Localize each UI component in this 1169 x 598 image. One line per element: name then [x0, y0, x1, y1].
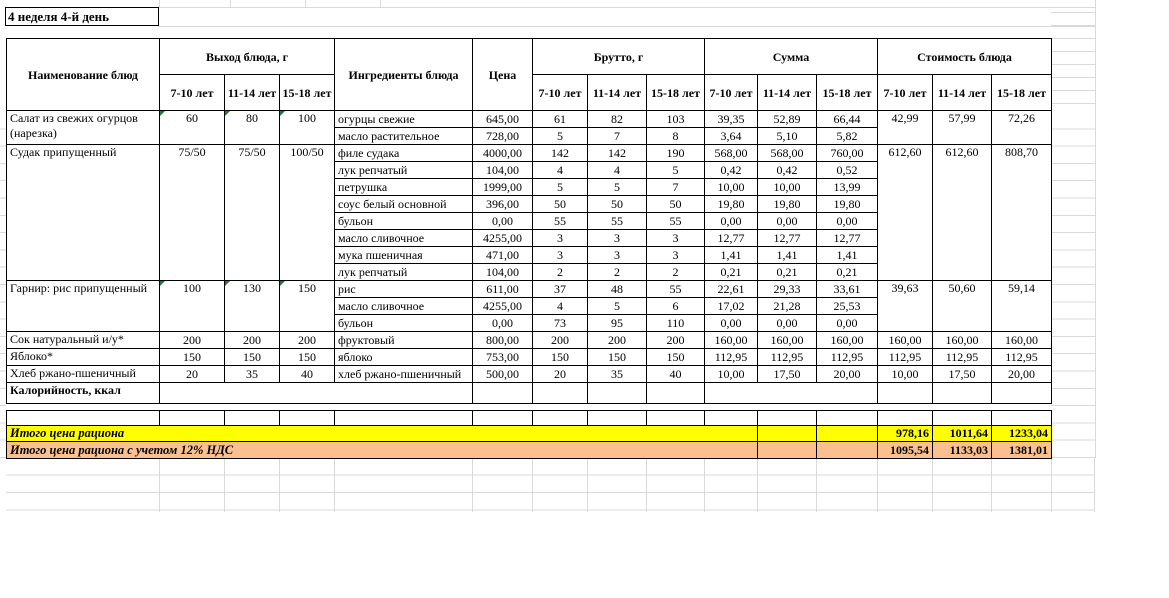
menu-table	[6, 38, 1052, 404]
dish-name-cell[interactable]: Хлеб ржано-пшеничный	[7, 366, 160, 383]
error-indicator-icon	[225, 111, 230, 116]
gridlines-bottom-area	[6, 458, 1095, 512]
total-label-cell[interactable]: Итого цена рациона	[7, 426, 758, 442]
header-gross[interactable]: Брутто, г	[533, 39, 705, 75]
empty-cell[interactable]	[933, 383, 992, 404]
sum-cell[interactable]: 1,41	[817, 247, 878, 264]
output-cell[interactable]	[280, 111, 335, 145]
empty-cell[interactable]	[473, 383, 533, 404]
gross-cell[interactable]: 110	[647, 315, 705, 332]
ingredient-cell[interactable]: мука пшеничная	[335, 247, 473, 264]
error-indicator-icon	[225, 281, 230, 286]
error-indicator-icon	[160, 281, 165, 286]
output-cell[interactable]: 40	[280, 366, 335, 383]
error-indicator-icon	[280, 111, 285, 116]
calories-label-cell[interactable]: Калорийность, ккал	[7, 383, 160, 404]
empty-cell[interactable]	[758, 426, 817, 442]
sum-cell[interactable]: 760,00	[817, 145, 878, 162]
ingredient-row	[7, 281, 1052, 298]
price-cell[interactable]: 471,00	[473, 247, 533, 264]
gross-cell[interactable]: 103	[647, 111, 705, 128]
empty-cell[interactable]	[705, 411, 758, 426]
empty-cell[interactable]	[160, 383, 473, 404]
output-cell[interactable]: 20	[160, 366, 225, 383]
gross-cell[interactable]: 5	[647, 162, 705, 179]
output-cell[interactable]: 35	[225, 366, 280, 383]
sum-cell[interactable]: 0,00	[758, 213, 817, 230]
output-value: 100	[183, 281, 201, 295]
empty-row	[7, 411, 1052, 426]
gross-cell[interactable]: 4	[588, 162, 647, 179]
output-value: 150	[298, 281, 316, 295]
ingredient-cell[interactable]: масло растительное	[335, 128, 473, 145]
ingredient-cell[interactable]: яблоко	[335, 349, 473, 366]
output-cell[interactable]: 200	[280, 332, 335, 349]
sum-cell[interactable]: 12,77	[817, 230, 878, 247]
gross-cell[interactable]: 5	[533, 128, 588, 145]
output-value: 80	[246, 111, 258, 125]
gross-cell[interactable]: 2	[533, 264, 588, 281]
gross-cell[interactable]: 190	[647, 145, 705, 162]
output-cell[interactable]	[160, 281, 225, 332]
cost-cell[interactable]: 57,99	[933, 111, 992, 145]
header-cost-age-3[interactable]: 15-18 лет	[992, 75, 1052, 111]
cost-cell[interactable]: 50,60	[933, 281, 992, 332]
output-value: 60	[186, 111, 198, 125]
gross-cell[interactable]: 55	[647, 213, 705, 230]
price-cell[interactable]: 0,00	[473, 213, 533, 230]
empty-cell[interactable]	[992, 411, 1052, 426]
empty-cell[interactable]	[817, 411, 878, 426]
output-cell[interactable]: 75/50	[160, 145, 225, 281]
header-price[interactable]: Цена	[473, 39, 533, 111]
cost-cell[interactable]: 20,00	[992, 366, 1052, 383]
empty-cell[interactable]	[533, 411, 588, 426]
sum-cell[interactable]: 0,52	[817, 162, 878, 179]
gross-cell[interactable]: 6	[647, 298, 705, 315]
total-row-ration-vat	[7, 442, 1052, 459]
empty-cell[interactable]	[280, 411, 335, 426]
sum-cell[interactable]: 13,99	[817, 179, 878, 196]
sum-cell[interactable]: 568,00	[705, 145, 758, 162]
empty-cell[interactable]	[933, 411, 992, 426]
cost-cell[interactable]: 160,00	[992, 332, 1052, 349]
gross-cell[interactable]: 55	[647, 281, 705, 298]
ingredient-cell[interactable]: лук репчатый	[335, 264, 473, 281]
gross-cell[interactable]: 150	[588, 349, 647, 366]
sum-cell[interactable]: 33,61	[817, 281, 878, 298]
gross-cell[interactable]: 200	[533, 332, 588, 349]
dish-name-cell[interactable]: Салат из свежих огурцов (нарезка)	[7, 111, 160, 145]
price-cell[interactable]: 753,00	[473, 349, 533, 366]
price-cell[interactable]: 104,00	[473, 162, 533, 179]
header-sum[interactable]: Сумма	[705, 39, 878, 75]
price-cell[interactable]: 728,00	[473, 128, 533, 145]
ingredient-cell[interactable]: соус белый основной	[335, 196, 473, 213]
header-output-age-2[interactable]: 11-14 лет	[225, 75, 280, 111]
gross-cell[interactable]: 95	[588, 315, 647, 332]
cost-cell[interactable]: 17,50	[933, 366, 992, 383]
total-value-cell[interactable]: 1011,64	[933, 426, 992, 442]
sum-cell[interactable]: 5,82	[817, 128, 878, 145]
gross-cell[interactable]: 3	[588, 230, 647, 247]
gross-cell[interactable]: 3	[533, 247, 588, 264]
total-label-cell[interactable]: Итого цена рациона с учетом 12% НДС	[7, 442, 758, 459]
sum-cell[interactable]: 112,95	[817, 349, 878, 366]
output-cell[interactable]	[225, 111, 280, 145]
sum-cell[interactable]: 568,00	[758, 145, 817, 162]
cost-cell[interactable]: 112,95	[878, 349, 933, 366]
price-cell[interactable]: 0,00	[473, 315, 533, 332]
header-output-age-1[interactable]: 7-10 лет	[160, 75, 225, 111]
empty-cell[interactable]	[473, 411, 533, 426]
header-sum-age-3[interactable]: 15-18 лет	[817, 75, 878, 111]
sum-cell[interactable]: 12,77	[705, 230, 758, 247]
sheet-title-cell[interactable]: 4 неделя 4-й день	[5, 7, 159, 26]
gross-cell[interactable]: 3	[647, 247, 705, 264]
dish-name-cell[interactable]: Яблоко*	[7, 349, 160, 366]
gross-cell[interactable]: 50	[647, 196, 705, 213]
header-row-1	[7, 39, 1052, 75]
gross-cell[interactable]: 150	[647, 349, 705, 366]
total-value-cell[interactable]: 1133,03	[933, 442, 992, 459]
cost-cell[interactable]: 39,63	[878, 281, 933, 332]
empty-cell[interactable]	[225, 411, 280, 426]
header-gross-age-1[interactable]: 7-10 лет	[533, 75, 588, 111]
gross-cell[interactable]: 20	[533, 366, 588, 383]
sum-cell[interactable]: 22,61	[705, 281, 758, 298]
sum-cell[interactable]: 0,00	[705, 315, 758, 332]
sum-cell[interactable]: 10,00	[705, 366, 758, 383]
total-value-cell[interactable]: 1095,54	[878, 442, 933, 459]
header-gross-age-2[interactable]: 11-14 лет	[588, 75, 647, 111]
sum-cell[interactable]: 19,80	[817, 196, 878, 213]
sum-cell[interactable]: 21,28	[758, 298, 817, 315]
gross-cell[interactable]: 3	[533, 230, 588, 247]
gridlines-right-margin-top	[1051, 0, 1096, 112]
output-cell[interactable]	[160, 111, 225, 145]
sum-cell[interactable]: 112,95	[705, 349, 758, 366]
price-cell[interactable]: 4255,00	[473, 298, 533, 315]
gross-cell[interactable]: 55	[588, 213, 647, 230]
ingredient-cell[interactable]: масло сливочное	[335, 230, 473, 247]
totals-table	[6, 410, 1052, 459]
header-output-age-3[interactable]: 15-18 лет	[280, 75, 335, 111]
price-cell[interactable]: 4255,00	[473, 230, 533, 247]
empty-cell[interactable]	[878, 411, 933, 426]
output-cell[interactable]: 200	[160, 332, 225, 349]
header-ingredients[interactable]: Ингредиенты блюда	[335, 39, 473, 111]
empty-cell[interactable]	[647, 383, 705, 404]
sum-cell[interactable]: 39,35	[705, 111, 758, 128]
sum-cell[interactable]: 10,00	[705, 179, 758, 196]
ingredient-cell[interactable]: масло сливочное	[335, 298, 473, 315]
gross-cell[interactable]: 61	[533, 111, 588, 128]
ingredient-cell[interactable]: филе судака	[335, 145, 473, 162]
output-cell[interactable]	[280, 281, 335, 332]
dish-name-cell[interactable]: Гарнир: рис припущенный	[7, 281, 160, 332]
gridline-row2	[158, 26, 1095, 27]
output-cell[interactable]: 100/50	[280, 145, 335, 281]
price-cell[interactable]: 500,00	[473, 366, 533, 383]
sum-cell[interactable]: 0,00	[758, 315, 817, 332]
cost-cell[interactable]: 72,26	[992, 111, 1052, 145]
empty-cell[interactable]	[335, 411, 473, 426]
sum-cell[interactable]: 17,50	[758, 366, 817, 383]
ingredient-cell[interactable]: бульон	[335, 213, 473, 230]
sum-cell[interactable]: 3,64	[705, 128, 758, 145]
empty-cell[interactable]	[160, 411, 225, 426]
empty-cell[interactable]	[7, 411, 160, 426]
sum-cell[interactable]: 0,42	[705, 162, 758, 179]
output-cell[interactable]: 200	[225, 332, 280, 349]
empty-cell[interactable]	[992, 383, 1052, 404]
gross-cell[interactable]: 200	[647, 332, 705, 349]
gross-cell[interactable]: 40	[647, 366, 705, 383]
cost-cell[interactable]: 160,00	[878, 332, 933, 349]
gross-cell[interactable]: 3	[588, 247, 647, 264]
price-cell[interactable]: 396,00	[473, 196, 533, 213]
empty-cell[interactable]	[758, 442, 817, 459]
header-sum-age-2[interactable]: 11-14 лет	[758, 75, 817, 111]
gridlines-top-strip	[6, 0, 1095, 8]
output-value: 100	[298, 111, 316, 125]
sum-cell[interactable]: 160,00	[758, 332, 817, 349]
gross-cell[interactable]: 55	[533, 213, 588, 230]
sum-cell[interactable]: 19,80	[705, 196, 758, 213]
gross-cell[interactable]: 37	[533, 281, 588, 298]
gross-cell[interactable]: 82	[588, 111, 647, 128]
sum-cell[interactable]: 5,10	[758, 128, 817, 145]
total-value-cell[interactable]: 978,16	[878, 426, 933, 442]
sum-cell[interactable]: 0,21	[705, 264, 758, 281]
gross-cell[interactable]: 4	[533, 162, 588, 179]
price-cell[interactable]: 1999,00	[473, 179, 533, 196]
sum-cell[interactable]: 0,00	[817, 315, 878, 332]
cost-cell[interactable]: 112,95	[933, 349, 992, 366]
sum-cell[interactable]: 160,00	[817, 332, 878, 349]
sum-cell[interactable]: 29,33	[758, 281, 817, 298]
gridlines-right-margin	[1051, 112, 1096, 458]
price-cell[interactable]: 800,00	[473, 332, 533, 349]
cost-cell[interactable]: 10,00	[878, 366, 933, 383]
sum-cell[interactable]: 0,21	[758, 264, 817, 281]
ingredient-cell[interactable]: петрушка	[335, 179, 473, 196]
cost-cell[interactable]: 42,99	[878, 111, 933, 145]
gross-cell[interactable]: 3	[647, 230, 705, 247]
header-dish-name[interactable]: Наименование блюд	[7, 39, 160, 111]
ingredient-row	[7, 349, 1052, 366]
cost-cell[interactable]: 160,00	[933, 332, 992, 349]
cost-cell[interactable]: 612,60	[933, 145, 992, 281]
sum-cell[interactable]: 19,80	[758, 196, 817, 213]
empty-cell[interactable]	[533, 383, 588, 404]
ingredient-row	[7, 332, 1052, 349]
ingredient-row	[7, 111, 1052, 128]
sum-cell[interactable]: 160,00	[705, 332, 758, 349]
header-sum-age-1[interactable]: 7-10 лет	[705, 75, 758, 111]
empty-cell[interactable]	[647, 411, 705, 426]
gross-cell[interactable]: 142	[533, 145, 588, 162]
gross-cell[interactable]: 2	[588, 264, 647, 281]
ingredient-cell[interactable]: лук репчатый	[335, 162, 473, 179]
gross-cell[interactable]: 142	[588, 145, 647, 162]
sum-cell[interactable]: 1,41	[758, 247, 817, 264]
total-value-cell[interactable]: 1233,04	[992, 426, 1052, 442]
price-cell[interactable]: 645,00	[473, 111, 533, 128]
empty-cell[interactable]	[817, 442, 878, 459]
sum-cell[interactable]: 10,00	[758, 179, 817, 196]
sum-cell[interactable]: 0,00	[817, 213, 878, 230]
output-cell[interactable]	[225, 281, 280, 332]
sum-cell[interactable]: 17,02	[705, 298, 758, 315]
empty-cell[interactable]	[588, 383, 647, 404]
price-cell[interactable]: 104,00	[473, 264, 533, 281]
price-cell[interactable]: 611,00	[473, 281, 533, 298]
ingredient-cell[interactable]: фруктовый	[335, 332, 473, 349]
gross-cell[interactable]: 50	[588, 196, 647, 213]
error-indicator-icon	[160, 111, 165, 116]
sum-cell[interactable]: 0,21	[817, 264, 878, 281]
empty-cell[interactable]	[588, 411, 647, 426]
dish-name-cell[interactable]: Судак припущенный	[7, 145, 160, 281]
empty-cell[interactable]	[758, 411, 817, 426]
output-cell[interactable]: 75/50	[225, 145, 280, 281]
total-value-cell[interactable]: 1381,01	[992, 442, 1052, 459]
ingredient-cell[interactable]: рис	[335, 281, 473, 298]
gross-cell[interactable]: 200	[588, 332, 647, 349]
empty-cell[interactable]	[878, 383, 933, 404]
sum-cell[interactable]: 0,00	[705, 213, 758, 230]
ingredient-row	[7, 366, 1052, 383]
gross-cell[interactable]: 150	[533, 349, 588, 366]
gross-cell[interactable]: 5	[588, 298, 647, 315]
gross-cell[interactable]: 48	[588, 281, 647, 298]
gross-cell[interactable]: 35	[588, 366, 647, 383]
ingredient-cell[interactable]: бульон	[335, 315, 473, 332]
gross-cell[interactable]: 2	[647, 264, 705, 281]
sum-cell[interactable]: 112,95	[758, 349, 817, 366]
price-cell[interactable]: 4000,00	[473, 145, 533, 162]
cost-cell[interactable]: 808,70	[992, 145, 1052, 281]
calories-row	[7, 383, 1052, 404]
gross-cell[interactable]: 5	[588, 179, 647, 196]
output-value: 130	[243, 281, 261, 295]
gross-cell[interactable]: 5	[533, 179, 588, 196]
sum-cell[interactable]: 52,89	[758, 111, 817, 128]
empty-cell[interactable]	[705, 383, 878, 404]
cost-cell[interactable]: 612,60	[878, 145, 933, 281]
gross-cell[interactable]: 8	[647, 128, 705, 145]
total-row-ration	[7, 426, 1052, 442]
output-cell[interactable]: 150	[225, 349, 280, 366]
ingredient-cell[interactable]: хлеб ржано-пшеничный	[335, 366, 473, 383]
sum-cell[interactable]: 0,42	[758, 162, 817, 179]
cost-cell[interactable]: 112,95	[992, 349, 1052, 366]
sum-cell[interactable]: 1,41	[705, 247, 758, 264]
gross-cell[interactable]: 7	[647, 179, 705, 196]
sum-cell[interactable]: 25,53	[817, 298, 878, 315]
output-cell[interactable]: 150	[160, 349, 225, 366]
sum-cell[interactable]: 12,77	[758, 230, 817, 247]
header-gross-age-3[interactable]: 15-18 лет	[647, 75, 705, 111]
gross-cell[interactable]: 73	[533, 315, 588, 332]
ingredient-cell[interactable]: огурцы свежие	[335, 111, 473, 128]
header-cost[interactable]: Стоимость блюда	[878, 39, 1052, 75]
cost-cell[interactable]: 59,14	[992, 281, 1052, 332]
header-cost-age-1[interactable]: 7-10 лет	[878, 75, 933, 111]
header-cost-age-2[interactable]: 11-14 лет	[933, 75, 992, 111]
error-indicator-icon	[280, 281, 285, 286]
gross-cell[interactable]: 4	[533, 298, 588, 315]
empty-cell[interactable]	[817, 426, 878, 442]
output-cell[interactable]: 150	[280, 349, 335, 366]
sum-cell[interactable]: 20,00	[817, 366, 878, 383]
sum-cell[interactable]: 66,44	[817, 111, 878, 128]
ingredient-row	[7, 145, 1052, 162]
header-output[interactable]: Выход блюда, г	[160, 39, 335, 75]
dish-name-cell[interactable]: Сок натуральный и/у*	[7, 332, 160, 349]
gross-cell[interactable]: 7	[588, 128, 647, 145]
gross-cell[interactable]: 50	[533, 196, 588, 213]
